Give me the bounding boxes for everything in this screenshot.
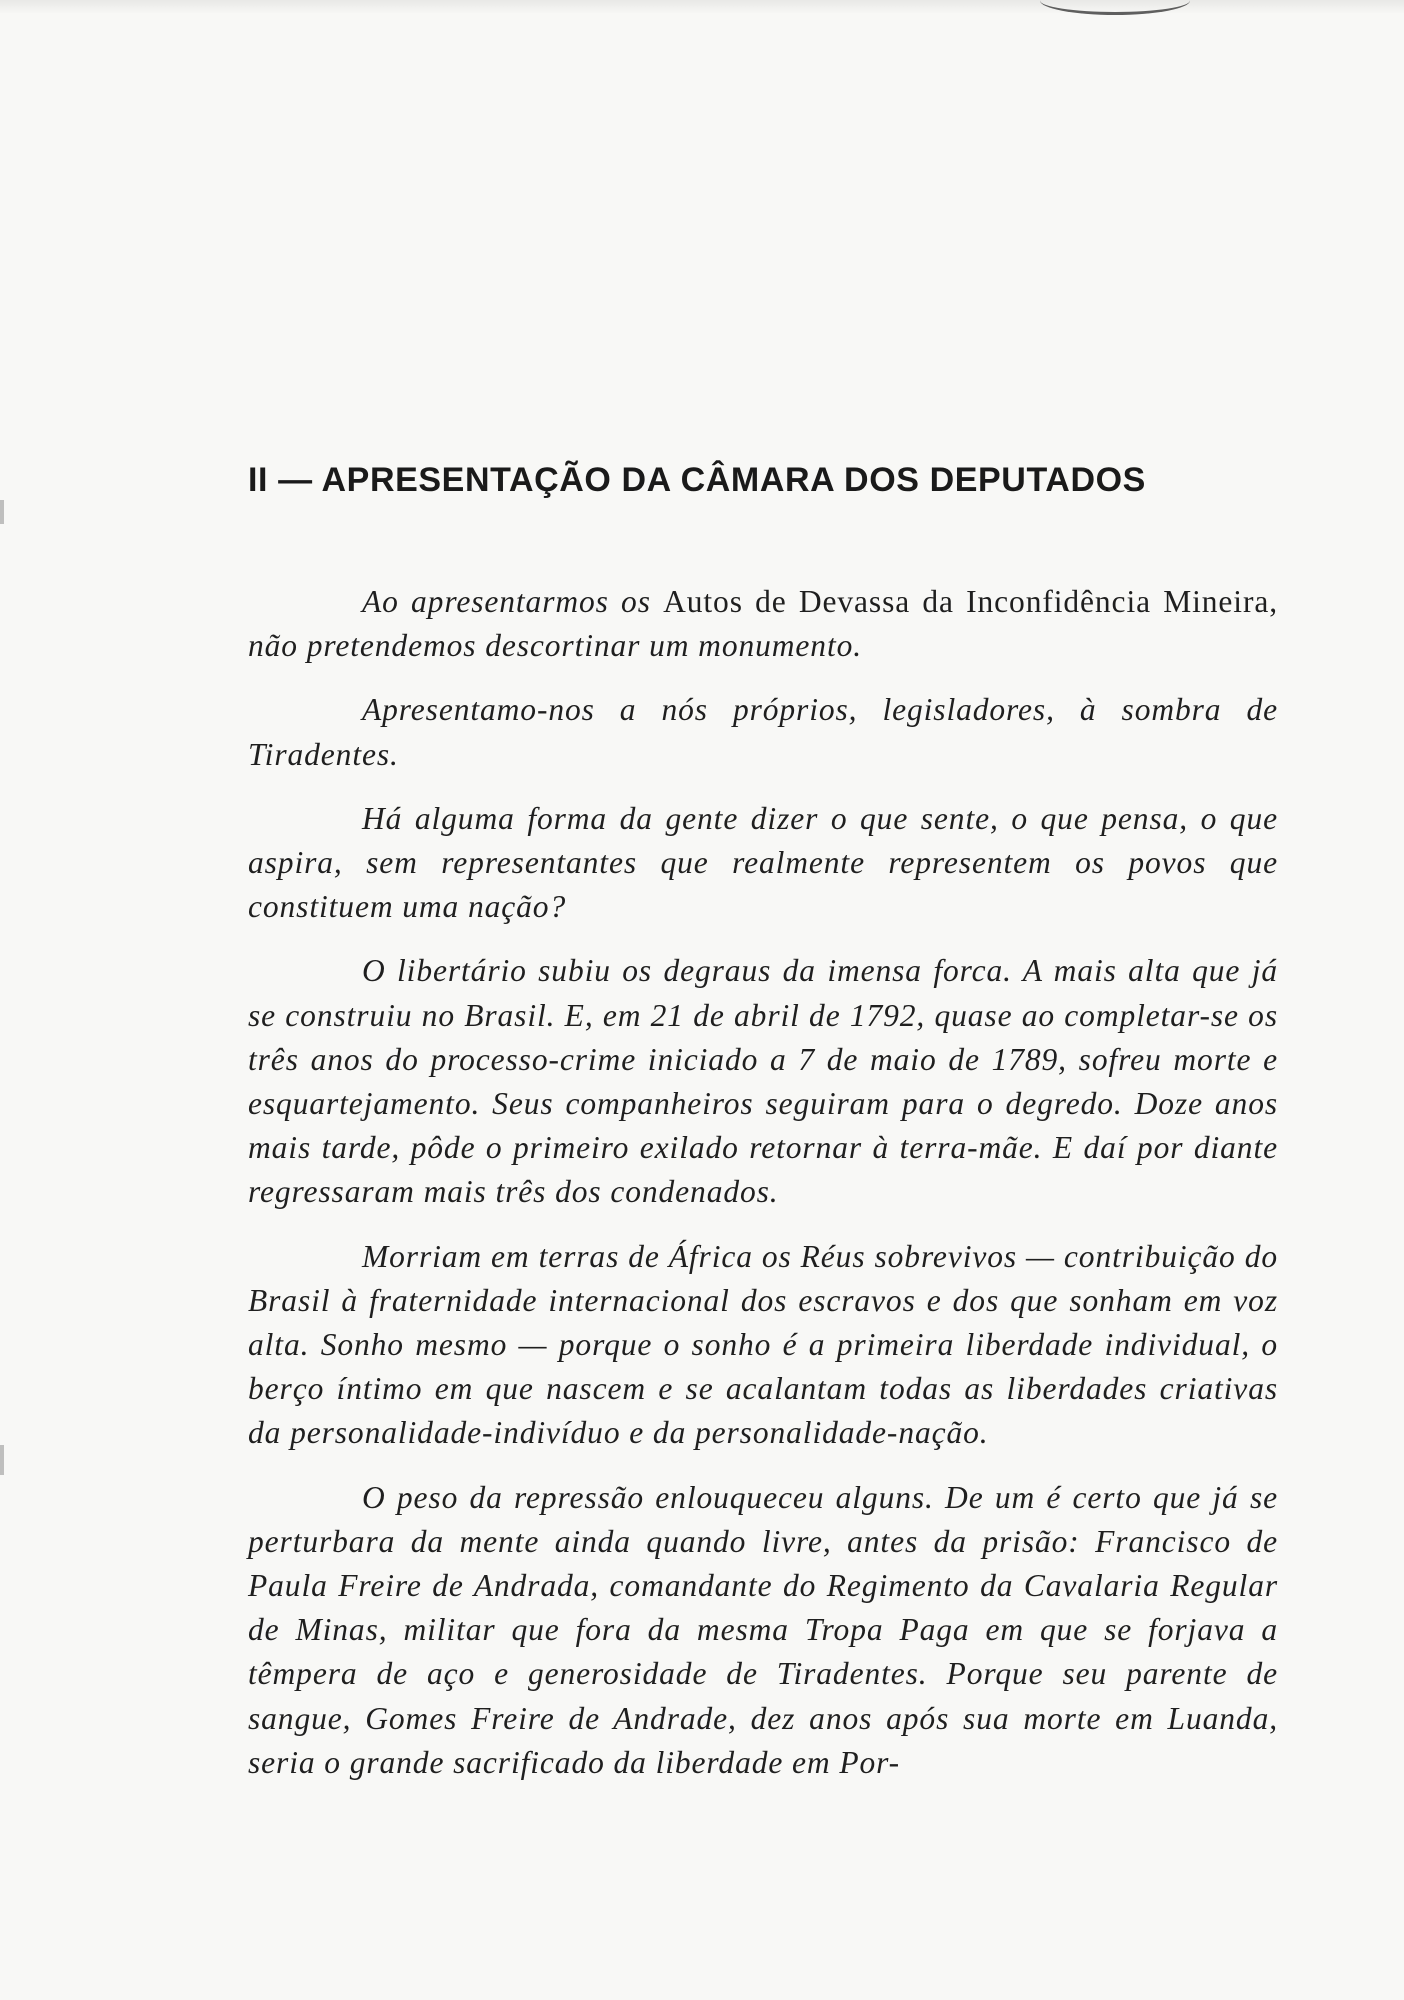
paragraph-span: não pretendemos descortinar um monumento. xyxy=(248,628,863,664)
paragraph-span: O peso da repressão enlouqueceu alguns. De um é certo que já se perturbara da mente ainda quando livre, antes da prisão: Francisco de Paula Freire de Andrada, comandante do Regimento da Cavalaria Regular de Minas, militar que fora da mesma Tropa Paga em que se forjava a têmpera de aço e generosidade de Tiradentes. Porque seu parente de sangue, Gomes Freire de Andrade, dez anos após sua morte em Luanda, seria o grande sacrificado da liberdade em Por- xyxy=(248,1479,1278,1780)
paragraph xyxy=(248,1476,1278,1785)
scan-margin-mark xyxy=(0,1445,4,1475)
paragraph-span: Apresentamo-nos a nós próprios, legisladores, à sombra de Tiradentes. xyxy=(248,692,1278,772)
paragraph-span: Morriam em terras de África os Réus sobrevivos — contribuição do Brasil à fraternidade internacional dos escravos e dos que sonham em voz alta. Sonho mesmo — porque o sonho é a primeira liberdade individual, o berço íntimo em que nascem e se acalantam todas as liberdades criativas da personalidade-indivíduo e da personalidade-nação. xyxy=(248,1238,1278,1451)
paragraph-span-upright: Autos de Devassa da Inconfidência Mineira, xyxy=(663,584,1278,619)
paragraph xyxy=(248,688,1278,776)
body-text xyxy=(248,580,1278,1805)
paragraph xyxy=(248,1235,1278,1456)
paragraph xyxy=(248,949,1278,1214)
paragraph xyxy=(248,797,1278,930)
paragraph-span: Ao apresentarmos os xyxy=(362,584,664,619)
paragraph-span: O libertário subiu os degraus da imensa forca. A mais alta que já se construiu no Brasil. E, em 21 de abril de 1792, quase ao completar-se os três anos do processo-crime iniciado a 7 de maio de 1789, sofreu morte e esquartejamento. Seus companheiros seguiram para o degredo. Doze anos mais tarde, pôde o primeiro exilado retornar à terra-mãe. E daí por diante regressaram mais três dos condenados. xyxy=(248,953,1278,1210)
paragraph-span: Há alguma forma da gente dizer o que sente, o que pensa, o que aspira, sem representantes que realmente representem os povos que constituem uma nação? xyxy=(248,800,1278,925)
scan-edge-shadow xyxy=(0,0,1404,14)
paragraph xyxy=(248,580,1278,668)
section-heading: II — APRESENTAÇÃO DA CÂMARA DOS DEPUTADOS xyxy=(248,461,1146,499)
scan-margin-mark xyxy=(0,500,4,524)
